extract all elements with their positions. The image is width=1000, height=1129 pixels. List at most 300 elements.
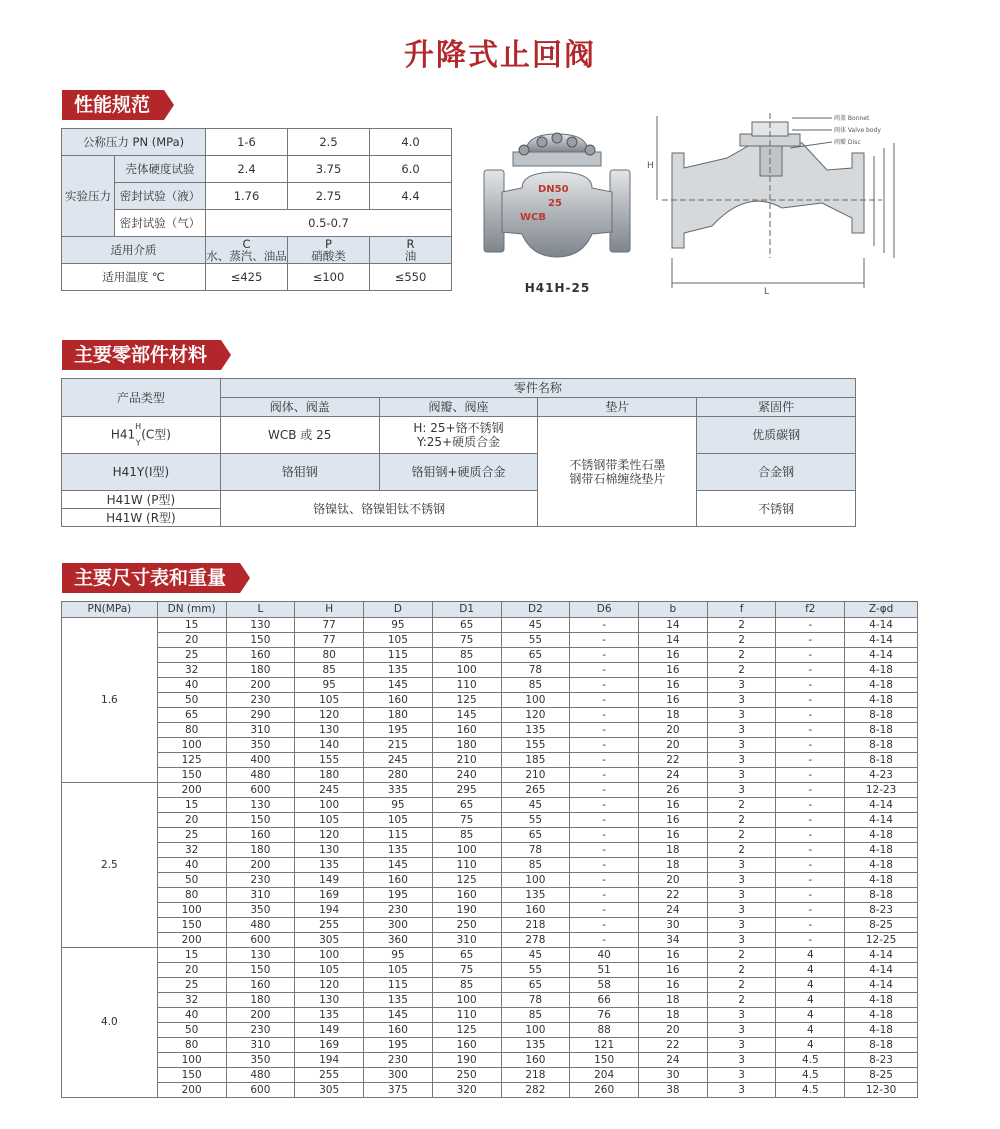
table-cell: - — [776, 738, 845, 753]
table-cell: 4.5 — [776, 1083, 845, 1098]
table-cell: 145 — [364, 678, 433, 693]
table-cell: 100 — [157, 1053, 226, 1068]
table-row — [62, 978, 918, 993]
table-cell: 65 — [501, 648, 570, 663]
table-cell: 135 — [501, 888, 570, 903]
table-cell: 215 — [364, 738, 433, 753]
table-cell: 2 — [707, 798, 776, 813]
table-cell: - — [776, 888, 845, 903]
table-cell: 125 — [432, 1023, 501, 1038]
table-cell: 100 — [157, 738, 226, 753]
table-cell: 145 — [364, 858, 433, 873]
table-row — [62, 873, 918, 888]
page-title: 升降式止回阀 — [404, 38, 596, 73]
table-cell: 12-25 — [845, 933, 918, 948]
medium-desc: 硝酸类 — [311, 249, 346, 263]
table-row — [62, 843, 918, 858]
table-cell: 58 — [570, 978, 639, 993]
table-cell: 18 — [639, 993, 708, 1008]
table-cell: 15 — [157, 618, 226, 633]
table-cell: - — [776, 753, 845, 768]
table-cell: 85 — [295, 663, 364, 678]
table-cell: 160 — [432, 723, 501, 738]
table-row — [62, 618, 918, 633]
table-cell: - — [776, 678, 845, 693]
table-cell: 16 — [639, 663, 708, 678]
table-cell: 2.5 — [288, 129, 370, 156]
type-main: H41 — [110, 427, 136, 442]
table-cell: 3 — [707, 933, 776, 948]
table-cell: 105 — [364, 963, 433, 978]
table-cell: 20 — [639, 738, 708, 753]
table-cell: 180 — [226, 843, 295, 858]
table-cell: 8-23 — [845, 903, 918, 918]
table-cell: 360 — [364, 933, 433, 948]
table-cell: 180 — [364, 708, 433, 723]
table-cell: - — [570, 918, 639, 933]
table-cell: 40 — [157, 1008, 226, 1023]
table-cell: 400 — [226, 753, 295, 768]
table-cell: 130 — [226, 948, 295, 963]
table-cell: 20 — [639, 723, 708, 738]
table-cell: 14 — [639, 633, 708, 648]
table-cell: - — [570, 738, 639, 753]
table-cell: 149 — [295, 873, 364, 888]
body-label: 阀体 Valve body — [834, 127, 881, 134]
table-cell: 2 — [707, 978, 776, 993]
table-cell: 8-18 — [845, 708, 918, 723]
table-cell: 4-14 — [845, 813, 918, 828]
table-cell: 30 — [639, 1068, 708, 1083]
table-cell: 4-14 — [845, 948, 918, 963]
table-cell: 120 — [295, 828, 364, 843]
table-cell: 26 — [639, 783, 708, 798]
table-cell: 200 — [226, 1008, 295, 1023]
table-cell: 125 — [157, 753, 226, 768]
table-cell: 100 — [157, 903, 226, 918]
table-cell: 85 — [501, 678, 570, 693]
table-cell: 310 — [226, 888, 295, 903]
table-cell: 3 — [707, 1068, 776, 1083]
section-dimensions-heading: 主要尺寸表和重量 — [62, 563, 240, 593]
table-cell: 200 — [226, 858, 295, 873]
table-cell: 195 — [364, 723, 433, 738]
table-cell: 194 — [295, 903, 364, 918]
table-cell: 150 — [570, 1053, 639, 1068]
table-cell: 16 — [639, 798, 708, 813]
table-cell: 210 — [432, 753, 501, 768]
table-row — [62, 993, 918, 1008]
table-cell: 375 — [364, 1083, 433, 1098]
table-cell: 169 — [295, 1038, 364, 1053]
table-cell: 230 — [226, 693, 295, 708]
table-cell: 8-23 — [845, 1053, 918, 1068]
table-cell: 3 — [707, 903, 776, 918]
table-cell: 190 — [432, 903, 501, 918]
table-cell: 3 — [707, 723, 776, 738]
table-cell: 32 — [157, 843, 226, 858]
table-cell: 3 — [707, 753, 776, 768]
table-cell: 3 — [707, 768, 776, 783]
table-cell: 4.0 — [370, 129, 452, 156]
table-cell: - — [776, 723, 845, 738]
table-row — [62, 156, 452, 183]
table-cell: - — [776, 708, 845, 723]
table-cell: 40 — [157, 678, 226, 693]
table-cell: 180 — [432, 738, 501, 753]
table-cell: 2 — [707, 663, 776, 678]
table-cell: 2.4 — [206, 156, 288, 183]
table-cell: 15 — [157, 798, 226, 813]
table-cell: 105 — [295, 963, 364, 978]
table-row — [62, 738, 918, 753]
table-cell: 2 — [707, 993, 776, 1008]
table-cell: 115 — [364, 978, 433, 993]
table-row — [62, 1023, 918, 1038]
table-cell: 18 — [639, 843, 708, 858]
table-cell: 95 — [364, 798, 433, 813]
product-type-cell: H41W (P型) — [62, 491, 221, 509]
table-row — [62, 379, 856, 398]
table-cell: 18 — [639, 708, 708, 723]
table-cell: - — [570, 843, 639, 858]
table-cell: 78 — [501, 993, 570, 1008]
table-row — [62, 963, 918, 978]
table-cell: 190 — [432, 1053, 501, 1068]
table-cell: 194 — [295, 1053, 364, 1068]
table-row — [62, 1083, 918, 1098]
table-row — [62, 723, 918, 738]
table-cell: 100 — [501, 693, 570, 708]
table-cell: - — [570, 663, 639, 678]
table-cell: - — [570, 753, 639, 768]
table-cell: 145 — [364, 1008, 433, 1023]
table-cell: - — [570, 708, 639, 723]
table-cell: 230 — [364, 1053, 433, 1068]
table-cell: 45 — [501, 948, 570, 963]
table-cell: 245 — [364, 753, 433, 768]
table-cell: 335 — [364, 783, 433, 798]
table-cell: - — [776, 648, 845, 663]
table-cell: 200 — [157, 783, 226, 798]
table-cell: 130 — [295, 843, 364, 858]
column-header: D2 — [501, 602, 570, 618]
medium-code: C — [242, 237, 251, 251]
table-cell: 4-14 — [845, 633, 918, 648]
table-cell: 250 — [432, 1068, 501, 1083]
table-cell: 65 — [432, 798, 501, 813]
table-cell: 160 — [226, 648, 295, 663]
table-row — [62, 828, 918, 843]
dim-label-h: H — [647, 161, 654, 171]
table-cell: 45 — [501, 798, 570, 813]
table-cell: 195 — [364, 1038, 433, 1053]
table-cell: 3 — [707, 693, 776, 708]
table-row — [62, 237, 452, 264]
table-cell: 18 — [639, 858, 708, 873]
table-row — [62, 798, 918, 813]
table-cell: 14 — [639, 618, 708, 633]
table-cell: - — [570, 933, 639, 948]
table-cell: 85 — [432, 978, 501, 993]
table-cell: 135 — [364, 993, 433, 1008]
medium-code: P — [325, 237, 332, 251]
table-cell: 278 — [501, 933, 570, 948]
table-cell: 16 — [639, 963, 708, 978]
table-cell: - — [776, 843, 845, 858]
table-cell: 1-6 — [206, 129, 288, 156]
column-header: f2 — [776, 602, 845, 618]
table-cell: - — [570, 888, 639, 903]
table-cell: 300 — [364, 1068, 433, 1083]
table-cell: 230 — [364, 903, 433, 918]
dimensions-table — [61, 601, 918, 1098]
table-cell: 铬钼钢+硬质合金 — [379, 454, 538, 491]
table-cell: 76 — [570, 1008, 639, 1023]
table-cell: - — [570, 648, 639, 663]
table-cell: 280 — [364, 768, 433, 783]
section-materials-heading: 主要零部件材料 — [62, 340, 221, 370]
table-cell: 65 — [157, 708, 226, 723]
table-cell: 230 — [226, 1023, 295, 1038]
table-cell: 105 — [295, 813, 364, 828]
table-cell: 130 — [295, 993, 364, 1008]
table-cell: 600 — [226, 1083, 295, 1098]
table-cell: 210 — [501, 768, 570, 783]
table-cell: 4 — [776, 993, 845, 1008]
table-cell: - — [570, 768, 639, 783]
table-cell: 2 — [707, 828, 776, 843]
table-cell: 600 — [226, 933, 295, 948]
table-cell: 160 — [364, 693, 433, 708]
table-cell: 65 — [501, 828, 570, 843]
performance-table — [61, 128, 452, 291]
table-cell: 4 — [776, 1023, 845, 1038]
table-cell: 85 — [432, 648, 501, 663]
table-row — [62, 888, 918, 903]
table-cell: 204 — [570, 1068, 639, 1083]
table-cell: 95 — [364, 948, 433, 963]
table-cell: 350 — [226, 1053, 295, 1068]
table-cell: 135 — [295, 858, 364, 873]
table-cell: 3 — [707, 678, 776, 693]
table-cell: 100 — [295, 948, 364, 963]
table-cell: 16 — [639, 693, 708, 708]
table-cell: 480 — [226, 768, 295, 783]
table-cell: 135 — [295, 1008, 364, 1023]
table-cell: - — [776, 783, 845, 798]
table-cell: 135 — [501, 1038, 570, 1053]
table-cell: 169 — [295, 888, 364, 903]
table-cell: 16 — [639, 828, 708, 843]
table-cell: 8-18 — [845, 723, 918, 738]
table-cell: 3 — [707, 888, 776, 903]
table-cell: 20 — [157, 813, 226, 828]
table-cell: 66 — [570, 993, 639, 1008]
table-cell: 0.5-0.7 — [206, 210, 452, 237]
table-cell: 2 — [707, 813, 776, 828]
materials-table — [61, 378, 856, 527]
table-cell: 4-18 — [845, 858, 918, 873]
table-cell: 25 — [157, 648, 226, 663]
table-cell: 铬钼钢 — [220, 454, 379, 491]
table-cell: 135 — [364, 663, 433, 678]
table-cell: 2 — [707, 648, 776, 663]
table-cell: 55 — [501, 633, 570, 648]
table-cell: 218 — [501, 1068, 570, 1083]
column-header: f — [707, 602, 776, 618]
table-cell: 15 — [157, 948, 226, 963]
seal-liquid-label: 密封试验（液） — [115, 183, 206, 210]
table-cell: 8-25 — [845, 918, 918, 933]
type-rest: (C型) — [141, 427, 171, 442]
table-cell: 80 — [157, 1038, 226, 1053]
table-cell: 105 — [364, 813, 433, 828]
table-cell: 77 — [295, 633, 364, 648]
test-pressure-label: 实验压力 — [62, 156, 115, 237]
table-cell: 110 — [432, 678, 501, 693]
table-row — [62, 648, 918, 663]
table-cell: 100 — [501, 1023, 570, 1038]
table-cell: 24 — [639, 903, 708, 918]
table-cell: 4.4 — [370, 183, 452, 210]
table-cell: 40 — [570, 948, 639, 963]
table-cell: 4-18 — [845, 828, 918, 843]
table-cell: 120 — [501, 708, 570, 723]
table-row — [62, 210, 452, 237]
table-cell: 51 — [570, 963, 639, 978]
table-row — [62, 1053, 918, 1068]
table-cell: 40 — [157, 858, 226, 873]
table-cell: 8-18 — [845, 888, 918, 903]
table-cell: ≤100 — [288, 264, 370, 291]
type-sup: H — [135, 421, 142, 431]
table-cell: 480 — [226, 918, 295, 933]
table-cell: 铬镍钛、铬镍钼钛不锈钢 — [220, 491, 538, 527]
table-cell: 4 — [776, 1038, 845, 1053]
table-cell: 3 — [707, 708, 776, 723]
table-cell: 310 — [226, 723, 295, 738]
table-cell: 78 — [501, 663, 570, 678]
table-row — [62, 417, 856, 454]
table-row — [62, 183, 452, 210]
column-header: H — [295, 602, 364, 618]
table-cell: 282 — [501, 1083, 570, 1098]
table-cell: 100 — [501, 873, 570, 888]
table-row — [62, 783, 918, 798]
table-cell: 优质碳钢 — [697, 417, 856, 454]
table-cell: 25 — [157, 978, 226, 993]
table-cell: 2 — [707, 963, 776, 978]
table-cell: - — [570, 903, 639, 918]
table-row — [62, 903, 918, 918]
table-cell: 4.5 — [776, 1053, 845, 1068]
table-cell: - — [570, 723, 639, 738]
table-cell: 3.75 — [288, 156, 370, 183]
table-cell: 95 — [295, 678, 364, 693]
table-cell: 2.75 — [288, 183, 370, 210]
table-cell: - — [776, 768, 845, 783]
table-cell: 130 — [226, 618, 295, 633]
pn-group-cell: 2.5 — [62, 783, 158, 948]
table-cell: 8-18 — [845, 1038, 918, 1053]
table-cell: 260 — [570, 1083, 639, 1098]
table-cell: 8-18 — [845, 738, 918, 753]
table-cell: 32 — [157, 663, 226, 678]
table-cell — [206, 237, 288, 264]
table-cell: 75 — [432, 813, 501, 828]
table-cell: 255 — [295, 1068, 364, 1083]
table-cell: 4 — [776, 963, 845, 978]
table-cell: - — [570, 633, 639, 648]
medium-desc: 水、蒸汽、油品 — [206, 249, 287, 263]
table-header-row — [62, 602, 918, 618]
dim-label-l: L — [764, 287, 770, 297]
table-cell: - — [776, 873, 845, 888]
table-cell: 160 — [226, 978, 295, 993]
table-cell: - — [570, 783, 639, 798]
disc-label: 阀瓣 Disc — [834, 139, 861, 146]
table-cell: 155 — [501, 738, 570, 753]
table-cell: 65 — [432, 618, 501, 633]
table-cell: ≤425 — [206, 264, 288, 291]
table-cell: 16 — [639, 948, 708, 963]
table-cell: - — [570, 813, 639, 828]
table-cell: 160 — [364, 873, 433, 888]
table-cell: 185 — [501, 753, 570, 768]
table-cell: - — [570, 828, 639, 843]
table-cell: 100 — [295, 798, 364, 813]
table-cell — [379, 417, 538, 454]
table-row — [62, 1008, 918, 1023]
table-cell: - — [570, 798, 639, 813]
type-sub: Y — [135, 438, 141, 448]
table-cell: 85 — [432, 828, 501, 843]
table-cell: 265 — [501, 783, 570, 798]
table-cell: 3 — [707, 1053, 776, 1068]
table-cell: - — [776, 858, 845, 873]
table-cell: 85 — [501, 1008, 570, 1023]
table-cell: 150 — [157, 918, 226, 933]
table-cell: 85 — [501, 858, 570, 873]
table-cell: 50 — [157, 873, 226, 888]
table-row — [62, 678, 918, 693]
table-cell: 150 — [157, 768, 226, 783]
table-cell: 100 — [432, 843, 501, 858]
pn-label: 公称压力 PN (MPa) — [62, 129, 206, 156]
table-cell: 4 — [776, 948, 845, 963]
table-cell: 16 — [639, 648, 708, 663]
gasket-line: 钢带石棉缠绕垫片 — [569, 471, 666, 486]
table-cell: 180 — [226, 993, 295, 1008]
table-cell: 25 — [157, 828, 226, 843]
table-cell: 3 — [707, 783, 776, 798]
table-row — [62, 663, 918, 678]
table-cell: 2 — [707, 948, 776, 963]
table-cell: 145 — [432, 708, 501, 723]
table-cell: 180 — [295, 768, 364, 783]
table-cell: - — [570, 618, 639, 633]
table-cell: 24 — [639, 1053, 708, 1068]
table-cell: 310 — [226, 1038, 295, 1053]
table-cell: 18 — [639, 1008, 708, 1023]
table-cell: 80 — [157, 888, 226, 903]
table-cell: - — [570, 678, 639, 693]
table-cell: 4-18 — [845, 1008, 918, 1023]
table-cell: 105 — [364, 633, 433, 648]
valve-photo — [482, 122, 632, 277]
table-cell: 24 — [639, 768, 708, 783]
